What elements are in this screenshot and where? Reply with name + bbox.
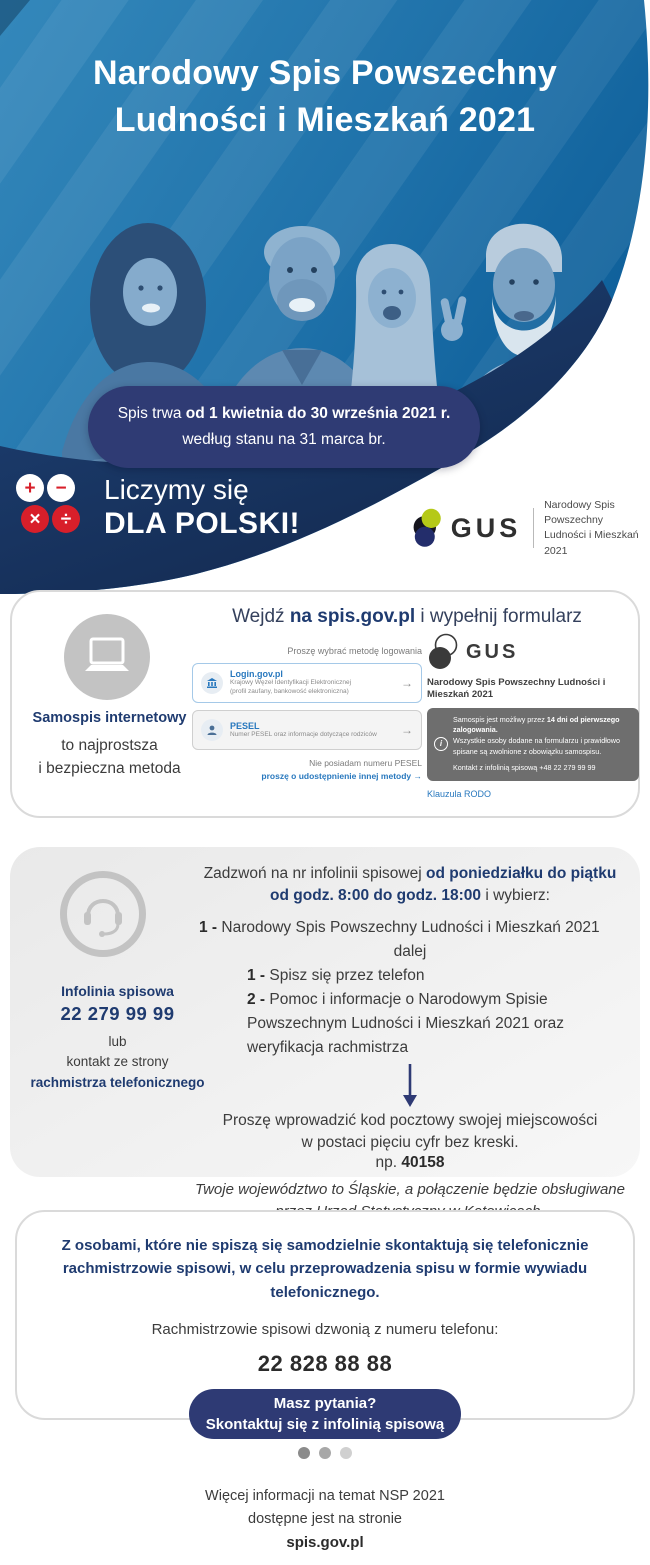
minus-icon: − [47, 474, 75, 502]
info-line2: Wszystkie osoby dodane na formularzu i prawidłowo spisane są zwolnione z obowiązku samospisu. [453, 736, 620, 757]
online-side-sub: to najprostsza i bezpieczna metoda [38, 737, 181, 778]
other-method-link[interactable]: proszę o udostępnienie innej metody → [261, 771, 422, 781]
spis-portal-panel [427, 632, 639, 799]
interview-paragraph: Z osobami, które nie spiszą się samodzielnie skontaktują się telefonicznie rachmistrzowie spisowi, w celu przeprowadzenia spisu w formie wywiadu telefonicznego. [61, 1237, 589, 1301]
interview-phone-number: 22 828 88 88 [257, 1350, 393, 1376]
divide-icon: ÷ [52, 505, 80, 533]
login-option-desc: Krajowy Węzeł Identyfikacji Elektronicznej (profil zaufany, bankowość elektroniczna) [230, 679, 352, 695]
arrow-down-icon [185, 1064, 635, 1108]
footer-website: spis.gov.pl [286, 1534, 364, 1552]
login-option-pesel[interactable] [192, 710, 422, 750]
logo-divider [533, 508, 534, 548]
ivr-item: 1 - Spisz się przez telefon [247, 967, 425, 984]
multiply-icon: × [21, 505, 49, 533]
gus-logo-caption: Narodowy Spis Powszechny Ludności i Mieszkań 2021 [544, 499, 639, 557]
plus-icon: + [16, 474, 44, 502]
online-side-label [17, 710, 202, 781]
page-title-line2: Ludności i Mieszkań 2021 [114, 100, 536, 139]
page-title [0, 50, 650, 144]
login-option-title: PESEL [230, 720, 260, 731]
census-dates-badge [88, 386, 480, 468]
carousel-dot-2[interactable] [319, 1447, 331, 1459]
ivr-menu [185, 916, 635, 1060]
laptop-icon [64, 614, 150, 700]
login-option-title: Login.gov.pl [230, 669, 283, 680]
footer-line1: Więcej informacji na temat NSP 2021 [205, 1488, 445, 1504]
interview-callers-text: Rachmistrzowie spisowi dzwonią z numeru telefonu: [151, 1320, 499, 1338]
login-prompt: Proszę wybrać metodę logowania [287, 646, 422, 656]
gus-mono-logo [427, 632, 639, 672]
hotline-instructions [185, 863, 635, 1223]
bank-building-icon [201, 672, 223, 694]
online-heading: Wejdź na spis.gov.pl i wypełnij formularz [232, 606, 582, 627]
gus-logo-text: GUS [466, 640, 519, 663]
no-pesel-text: Nie posiadam numeru PESEL [309, 758, 422, 768]
math-symbols [16, 474, 88, 536]
portal-title: Narodowy Spis Powszechny Ludności i Mieszkań 2021 [427, 677, 606, 701]
info-line3: Kontakt z infolinią spisową +48 22 279 99 99 [453, 762, 596, 772]
postcode-instruction: Proszę wprowadzić kod pocztowy swojej miejscowości w postaci pięciu cyfr bez kreski. [222, 1112, 598, 1151]
card-hotline [10, 847, 640, 1198]
person-icon [201, 719, 223, 741]
hotline-intro: Zadzwoń na nr infolinii spisowej od poniedziałku do piątku od godz. 8:00 do godz. 18:00 i wybierz: [203, 865, 617, 904]
hotline-number: 22 279 99 99 [60, 1003, 175, 1024]
hotline-title: Infolinia spisowa [61, 983, 174, 999]
self-census-info-box [427, 708, 639, 781]
online-side-title: Samospis internetowy [32, 710, 187, 726]
headset-icon [60, 871, 146, 957]
carousel-dots [0, 1447, 650, 1459]
ivr-connector: dalej [393, 943, 427, 960]
postcode-example: np. 40158 [375, 1154, 445, 1171]
info-line1: Samospis jest możliwy przez 14 dni od pierwszego zalogowania. [453, 714, 620, 735]
login-option-desc: Numer PESEL oraz informacje dotyczące rodziców [230, 730, 377, 738]
hotline-or: lub [108, 1034, 127, 1049]
card-online-census [10, 590, 640, 818]
badge-line1: Spis trwa od 1 kwietnia do 30 września 2021 r. [117, 405, 451, 422]
login-option-logingovpl[interactable] [192, 663, 422, 703]
gus-logo [408, 498, 650, 559]
rodo-link[interactable]: Klauzula RODO [427, 788, 492, 799]
ivr-item: 2 - Pomoc i informacje o Narodowym Spisie Powszechnym Ludności i Mieszkań 2021 oraz weryfikacja rachmistrza [247, 991, 565, 1056]
carousel-dot-3[interactable] [340, 1447, 352, 1459]
hero [0, 0, 650, 590]
ivr-item: 1 - Narodowy Spis Powszechny Ludności i Mieszkań 2021 [199, 919, 600, 936]
campaign-slogan [16, 474, 300, 542]
hotline-contact-line1: kontakt ze strony [66, 1054, 169, 1070]
card-interview [15, 1210, 635, 1433]
arrow-right-icon: → [401, 676, 413, 690]
arrow-right-icon: → [401, 723, 413, 737]
contact-hotline-button[interactable]: Masz pytania? Skontaktuj się z infolinią spisową [189, 1389, 461, 1439]
badge-line2: według stanu na 31 marca br. [182, 431, 386, 448]
voivodeship-note: Twoje województwo to Śląskie, a połączenie będzie obsługiwane [195, 1181, 625, 1198]
hotline-contact-line2: rachmistrza telefonicznego [30, 1074, 205, 1090]
gus-logo-text: GUS [450, 512, 522, 543]
login-method-panel [192, 646, 422, 781]
footer-line2: dostępne jest na stronie [248, 1511, 402, 1528]
footer [0, 1485, 650, 1555]
slogan-line2: DLA POLSKI! [104, 507, 301, 541]
page-title-line1: Narodowy Spis Powszechny [93, 54, 557, 92]
carousel-dot-1[interactable] [298, 1447, 310, 1459]
slogan-line1: Liczymy się [104, 474, 249, 505]
gus-logo-mark [408, 502, 445, 554]
info-icon: i [434, 737, 448, 751]
